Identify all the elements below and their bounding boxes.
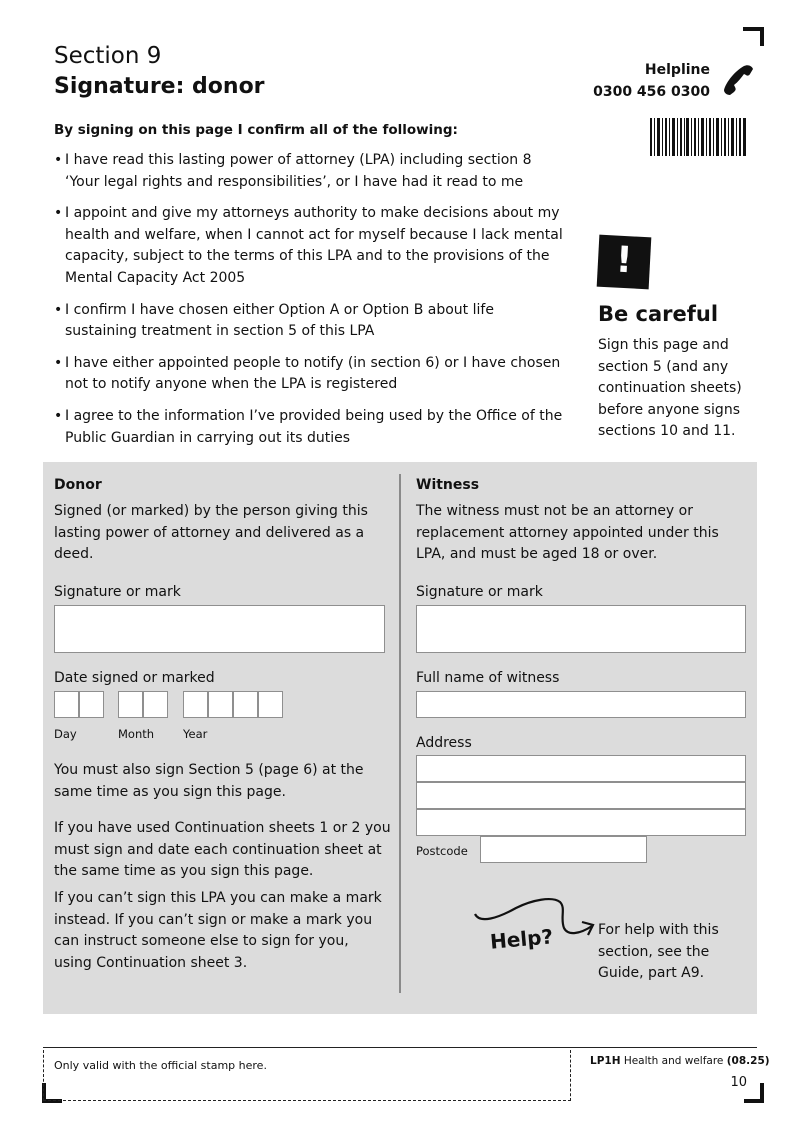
donor-heading: Donor bbox=[54, 477, 102, 493]
note-mark: If you can’t sign this LPA you can make a mark instead. If you can’t sign or make a mark you can instruct someone else to sign for you, using Continuation sheet 3. bbox=[54, 890, 382, 971]
careful-body: Sign this page and section 5 (and any continuation sheets) before anyone signs sections 10 and 11. bbox=[598, 337, 742, 439]
list-item: • I have read this lasting power of attorney (LPA) including section 8 ‘Your legal rights and responsibilities’, or I have had it read to me bbox=[54, 150, 564, 193]
date-signed-label: Date signed or marked bbox=[54, 670, 215, 686]
help-word: Help? bbox=[489, 924, 555, 954]
corner-mark-bottom-right bbox=[744, 1099, 764, 1103]
form-reference bbox=[590, 1055, 770, 1067]
section-title: Signature: donor bbox=[54, 74, 265, 99]
phone-icon bbox=[720, 62, 758, 100]
helpline-label: Helpline bbox=[644, 62, 710, 78]
postcode-label: Postcode bbox=[416, 844, 468, 858]
witness-signature-label: Signature or mark bbox=[416, 584, 543, 600]
year-label: Year bbox=[183, 727, 208, 741]
careful-title: Be careful bbox=[598, 302, 719, 326]
page-number: 10 bbox=[730, 1075, 747, 1090]
barcode-icon bbox=[650, 118, 746, 156]
address-line-2[interactable] bbox=[416, 782, 746, 809]
donor-signature-box[interactable] bbox=[54, 605, 385, 653]
address-label: Address bbox=[416, 735, 472, 751]
section-number: Section 9 bbox=[54, 43, 162, 69]
panel-divider bbox=[399, 474, 401, 993]
witness-fullname-label: Full name of witness bbox=[416, 670, 560, 686]
postcode-input[interactable] bbox=[480, 836, 647, 863]
helpline-number: 0300 456 0300 bbox=[593, 84, 710, 100]
stamp-text: Only valid with the official stamp here. bbox=[54, 1059, 267, 1072]
official-stamp-area bbox=[43, 1050, 571, 1101]
witness-fullname-input[interactable] bbox=[416, 691, 746, 718]
form-name: Health and welfare bbox=[623, 1055, 724, 1067]
list-item: • I confirm I have chosen either Option A or Option B about life sustaining treatment in section 5 of this LPA bbox=[54, 300, 564, 343]
confirmation-list bbox=[54, 150, 564, 459]
corner-mark-top-right bbox=[760, 27, 764, 46]
month-input[interactable] bbox=[118, 691, 169, 718]
note-section5: You must also sign Section 5 (page 6) at the same time as you sign this page. bbox=[54, 762, 364, 800]
donor-signature-label: Signature or mark bbox=[54, 584, 181, 600]
note-continuation: If you have used Continuation sheets 1 or 2 you must sign and date each continuation sheet at the same time as you sign this page. bbox=[54, 820, 391, 879]
footer-rule bbox=[43, 1047, 757, 1048]
day-label: Day bbox=[54, 727, 77, 741]
form-version: (08.25) bbox=[726, 1055, 770, 1067]
year-input[interactable] bbox=[183, 691, 283, 718]
day-input[interactable] bbox=[54, 691, 105, 718]
witness-signature-box[interactable] bbox=[416, 605, 746, 653]
witness-description: The witness must not be an attorney or replacement attorney appointed under this LPA, and must be aged 18 or over. bbox=[416, 503, 719, 562]
warning-icon: ! bbox=[597, 235, 652, 290]
list-item: • I have either appointed people to notify (in section 6) or I have chosen not to notify anyone when the LPA is registered bbox=[54, 353, 564, 396]
list-item: • I appoint and give my attorneys authority to make decisions about my health and welfare, when I cannot act for myself because I lack mental capacity, subject to the terms of this LPA and to the provisions of the Mental Capacity Act 2005 bbox=[54, 203, 564, 289]
help-text: For help with this section, see the Guide, part A9. bbox=[598, 922, 719, 981]
address-line-3[interactable] bbox=[416, 809, 746, 836]
form-code: LP1H bbox=[590, 1055, 621, 1067]
witness-heading: Witness bbox=[416, 477, 480, 493]
donor-description: Signed (or marked) by the person giving this lasting power of attorney and delivered as a deed. bbox=[54, 503, 368, 562]
month-label: Month bbox=[118, 727, 155, 741]
intro-statement: By signing on this page I confirm all of the following: bbox=[54, 122, 458, 138]
list-item: • I agree to the information I’ve provided being used by the Office of the Public Guardian in carrying out its duties bbox=[54, 406, 564, 449]
address-line-1[interactable] bbox=[416, 755, 746, 782]
